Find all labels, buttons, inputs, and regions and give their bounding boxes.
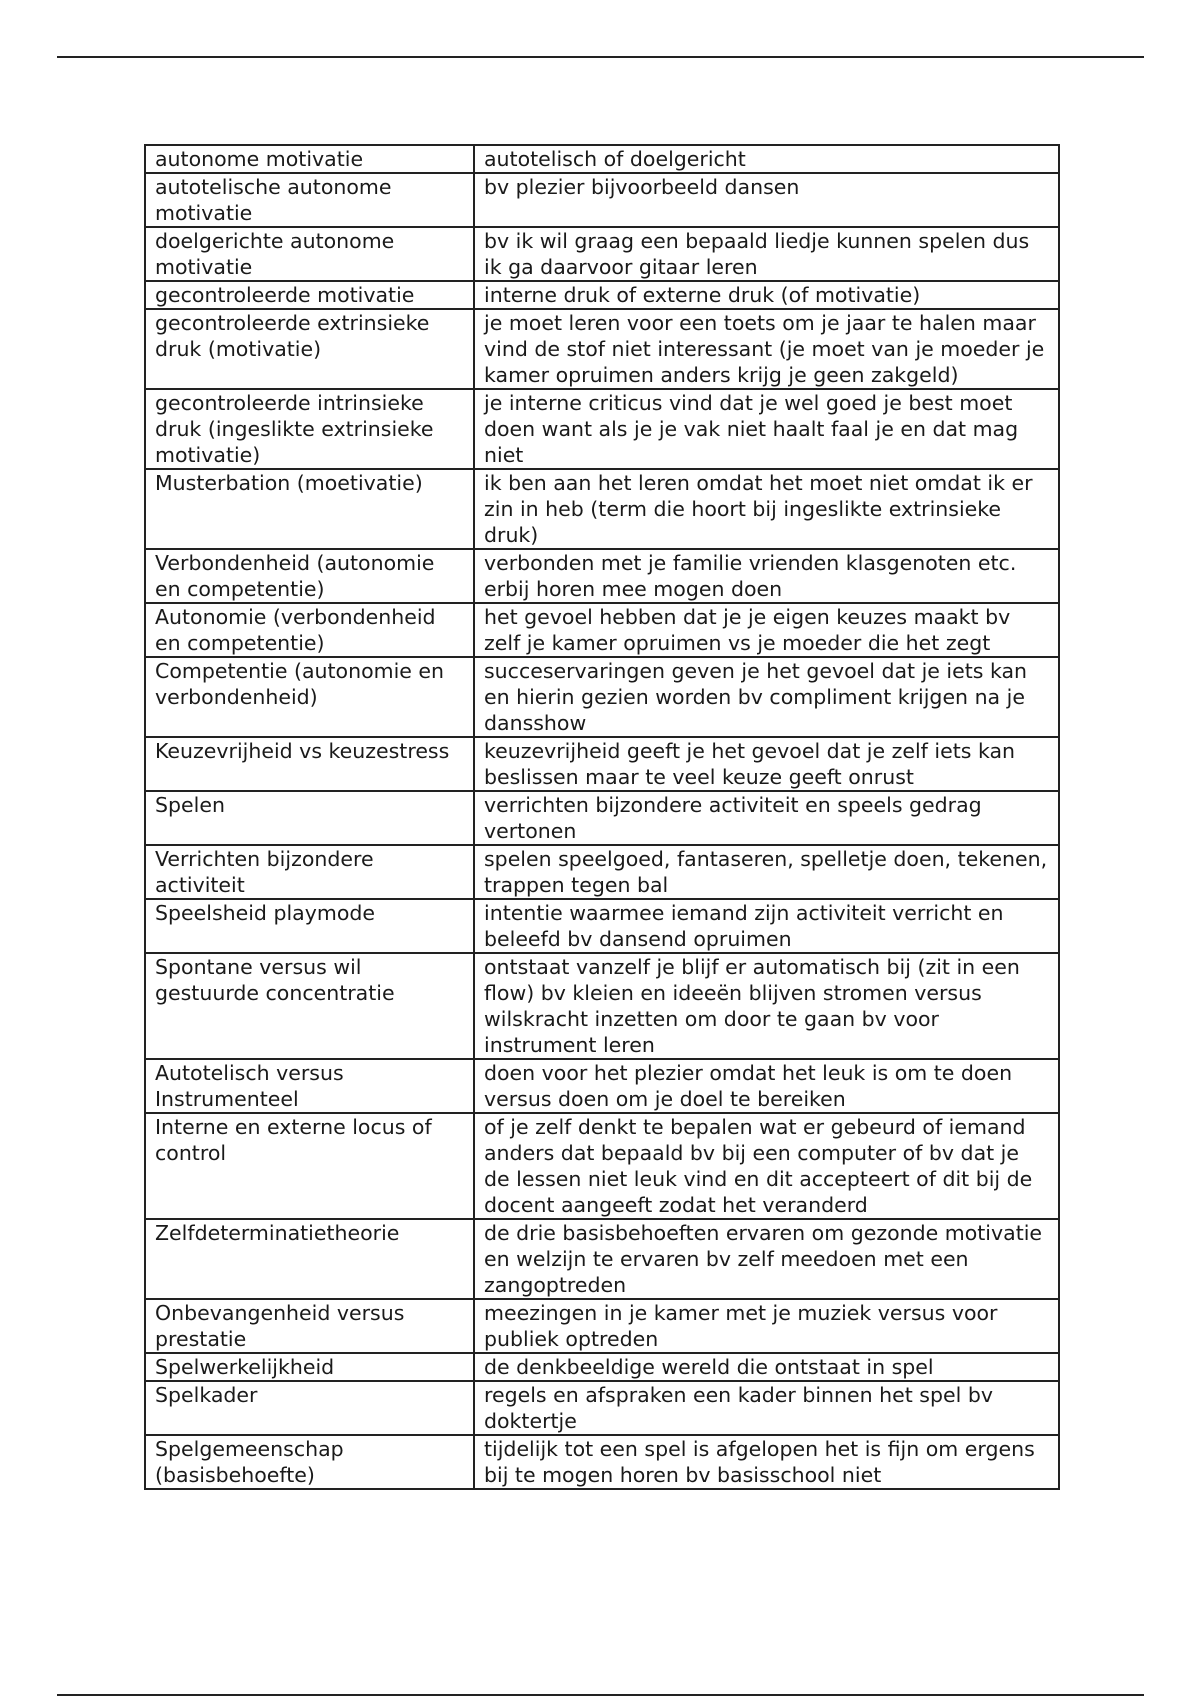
term-cell: Competentie (autonomie en verbondenheid) bbox=[145, 657, 474, 737]
definition-cell: spelen speelgoed, fantaseren, spelletje doen, tekenen, trappen tegen bal bbox=[474, 845, 1059, 899]
definition-cell: regels en afspraken een kader binnen het spel bv doktertje bbox=[474, 1381, 1059, 1435]
definition-cell: bv ik wil graag een bepaald liedje kunnen spelen dus ik ga daarvoor gitaar leren bbox=[474, 227, 1059, 281]
table-row bbox=[145, 1381, 1059, 1435]
term-cell: Keuzevrijheid vs keuzestress bbox=[145, 737, 474, 791]
table-row bbox=[145, 309, 1059, 389]
definition-cell: doen voor het plezier omdat het leuk is om te doen versus doen om je doel te bereiken bbox=[474, 1059, 1059, 1113]
definition-cell: je interne criticus vind dat je wel goed je best moet doen want als je je vak niet haalt faal je en dat mag niet bbox=[474, 389, 1059, 469]
table-row bbox=[145, 469, 1059, 549]
definition-cell: het gevoel hebben dat je je eigen keuzes maakt bv zelf je kamer opruimen vs je moeder die het zegt bbox=[474, 603, 1059, 657]
term-cell: Onbevangenheid versus prestatie bbox=[145, 1299, 474, 1353]
table-row bbox=[145, 1299, 1059, 1353]
table-row bbox=[145, 953, 1059, 1059]
term-cell: doelgerichte autonome motivatie bbox=[145, 227, 474, 281]
definition-cell: interne druk of externe druk (of motivatie) bbox=[474, 281, 1059, 309]
definition-cell: of je zelf denkt te bepalen wat er gebeurd of iemand anders dat bepaald bv bij een computer of bv dat je de lessen niet leuk vind en dit accepteert of dit bij de docent aangeeft zodat het veranderd bbox=[474, 1113, 1059, 1219]
table-row bbox=[145, 281, 1059, 309]
term-cell: Spelkader bbox=[145, 1381, 474, 1435]
term-cell: gecontroleerde motivatie bbox=[145, 281, 474, 309]
term-cell: Spelen bbox=[145, 791, 474, 845]
definition-cell: meezingen in je kamer met je muziek versus voor publiek optreden bbox=[474, 1299, 1059, 1353]
table-row bbox=[145, 791, 1059, 845]
table-row bbox=[145, 227, 1059, 281]
table-row bbox=[145, 1353, 1059, 1381]
term-cell: Speelsheid playmode bbox=[145, 899, 474, 953]
table-row bbox=[145, 845, 1059, 899]
term-cell: autotelische autonome motivatie bbox=[145, 173, 474, 227]
definition-cell: bv plezier bijvoorbeeld dansen bbox=[474, 173, 1059, 227]
terms-table bbox=[144, 144, 1060, 1490]
term-cell: Spelgemeenschap (basisbehoefte) bbox=[145, 1435, 474, 1489]
table-row bbox=[145, 899, 1059, 953]
definition-cell: verbonden met je familie vrienden klasgenoten etc. erbij horen mee mogen doen bbox=[474, 549, 1059, 603]
table-row bbox=[145, 389, 1059, 469]
definition-cell: ontstaat vanzelf je blijf er automatisch bij (zit in een flow) bv kleien en ideeën blijven stromen versus wilskracht inzetten om door te gaan bv voor instrument leren bbox=[474, 953, 1059, 1059]
table-row bbox=[145, 657, 1059, 737]
term-cell: Autotelisch versus Instrumenteel bbox=[145, 1059, 474, 1113]
table-row bbox=[145, 737, 1059, 791]
definition-cell: ik ben aan het leren omdat het moet niet omdat ik er zin in heb (term die hoort bij ingeslikte extrinsieke druk) bbox=[474, 469, 1059, 549]
term-cell: Zelfdeterminatietheorie bbox=[145, 1219, 474, 1299]
term-cell: Verbondenheid (autonomie en competentie) bbox=[145, 549, 474, 603]
term-cell: Autonomie (verbondenheid en competentie) bbox=[145, 603, 474, 657]
table-row bbox=[145, 145, 1059, 173]
definition-cell: succeservaringen geven je het gevoel dat je iets kan en hierin gezien worden bv compliment krijgen na je dansshow bbox=[474, 657, 1059, 737]
term-cell: gecontroleerde extrinsieke druk (motivatie) bbox=[145, 309, 474, 389]
table-row bbox=[145, 549, 1059, 603]
definition-cell: verrichten bijzondere activiteit en speels gedrag vertonen bbox=[474, 791, 1059, 845]
table-row bbox=[145, 1059, 1059, 1113]
definition-cell: de denkbeeldige wereld die ontstaat in spel bbox=[474, 1353, 1059, 1381]
table-row bbox=[145, 1219, 1059, 1299]
table-row bbox=[145, 173, 1059, 227]
definition-cell: autotelisch of doelgericht bbox=[474, 145, 1059, 173]
term-cell: gecontroleerde intrinsieke druk (ingeslikte extrinsieke motivatie) bbox=[145, 389, 474, 469]
table-row bbox=[145, 1435, 1059, 1489]
definition-cell: intentie waarmee iemand zijn activiteit verricht en beleefd bv dansend opruimen bbox=[474, 899, 1059, 953]
definition-cell: tijdelijk tot een spel is afgelopen het is fijn om ergens bij te mogen horen bv basisschool niet bbox=[474, 1435, 1059, 1489]
table-row bbox=[145, 603, 1059, 657]
definition-cell: je moet leren voor een toets om je jaar te halen maar vind de stof niet interessant (je moet van je moeder je kamer opruimen anders krijg je geen zakgeld) bbox=[474, 309, 1059, 389]
table-row bbox=[145, 1113, 1059, 1219]
term-cell: Musterbation (moetivatie) bbox=[145, 469, 474, 549]
definition-cell: de drie basisbehoeften ervaren om gezonde motivatie en welzijn te ervaren bv zelf meedoen met een zangoptreden bbox=[474, 1219, 1059, 1299]
term-cell: Spontane versus wil gestuurde concentratie bbox=[145, 953, 474, 1059]
header-rule bbox=[57, 56, 1144, 58]
footer-rule bbox=[57, 1694, 1144, 1696]
term-cell: Spelwerkelijkheid bbox=[145, 1353, 474, 1381]
term-cell: Verrichten bijzondere activiteit bbox=[145, 845, 474, 899]
term-cell: autonome motivatie bbox=[145, 145, 474, 173]
definition-cell: keuzevrijheid geeft je het gevoel dat je zelf iets kan beslissen maar te veel keuze geeft onrust bbox=[474, 737, 1059, 791]
term-cell: Interne en externe locus of control bbox=[145, 1113, 474, 1219]
